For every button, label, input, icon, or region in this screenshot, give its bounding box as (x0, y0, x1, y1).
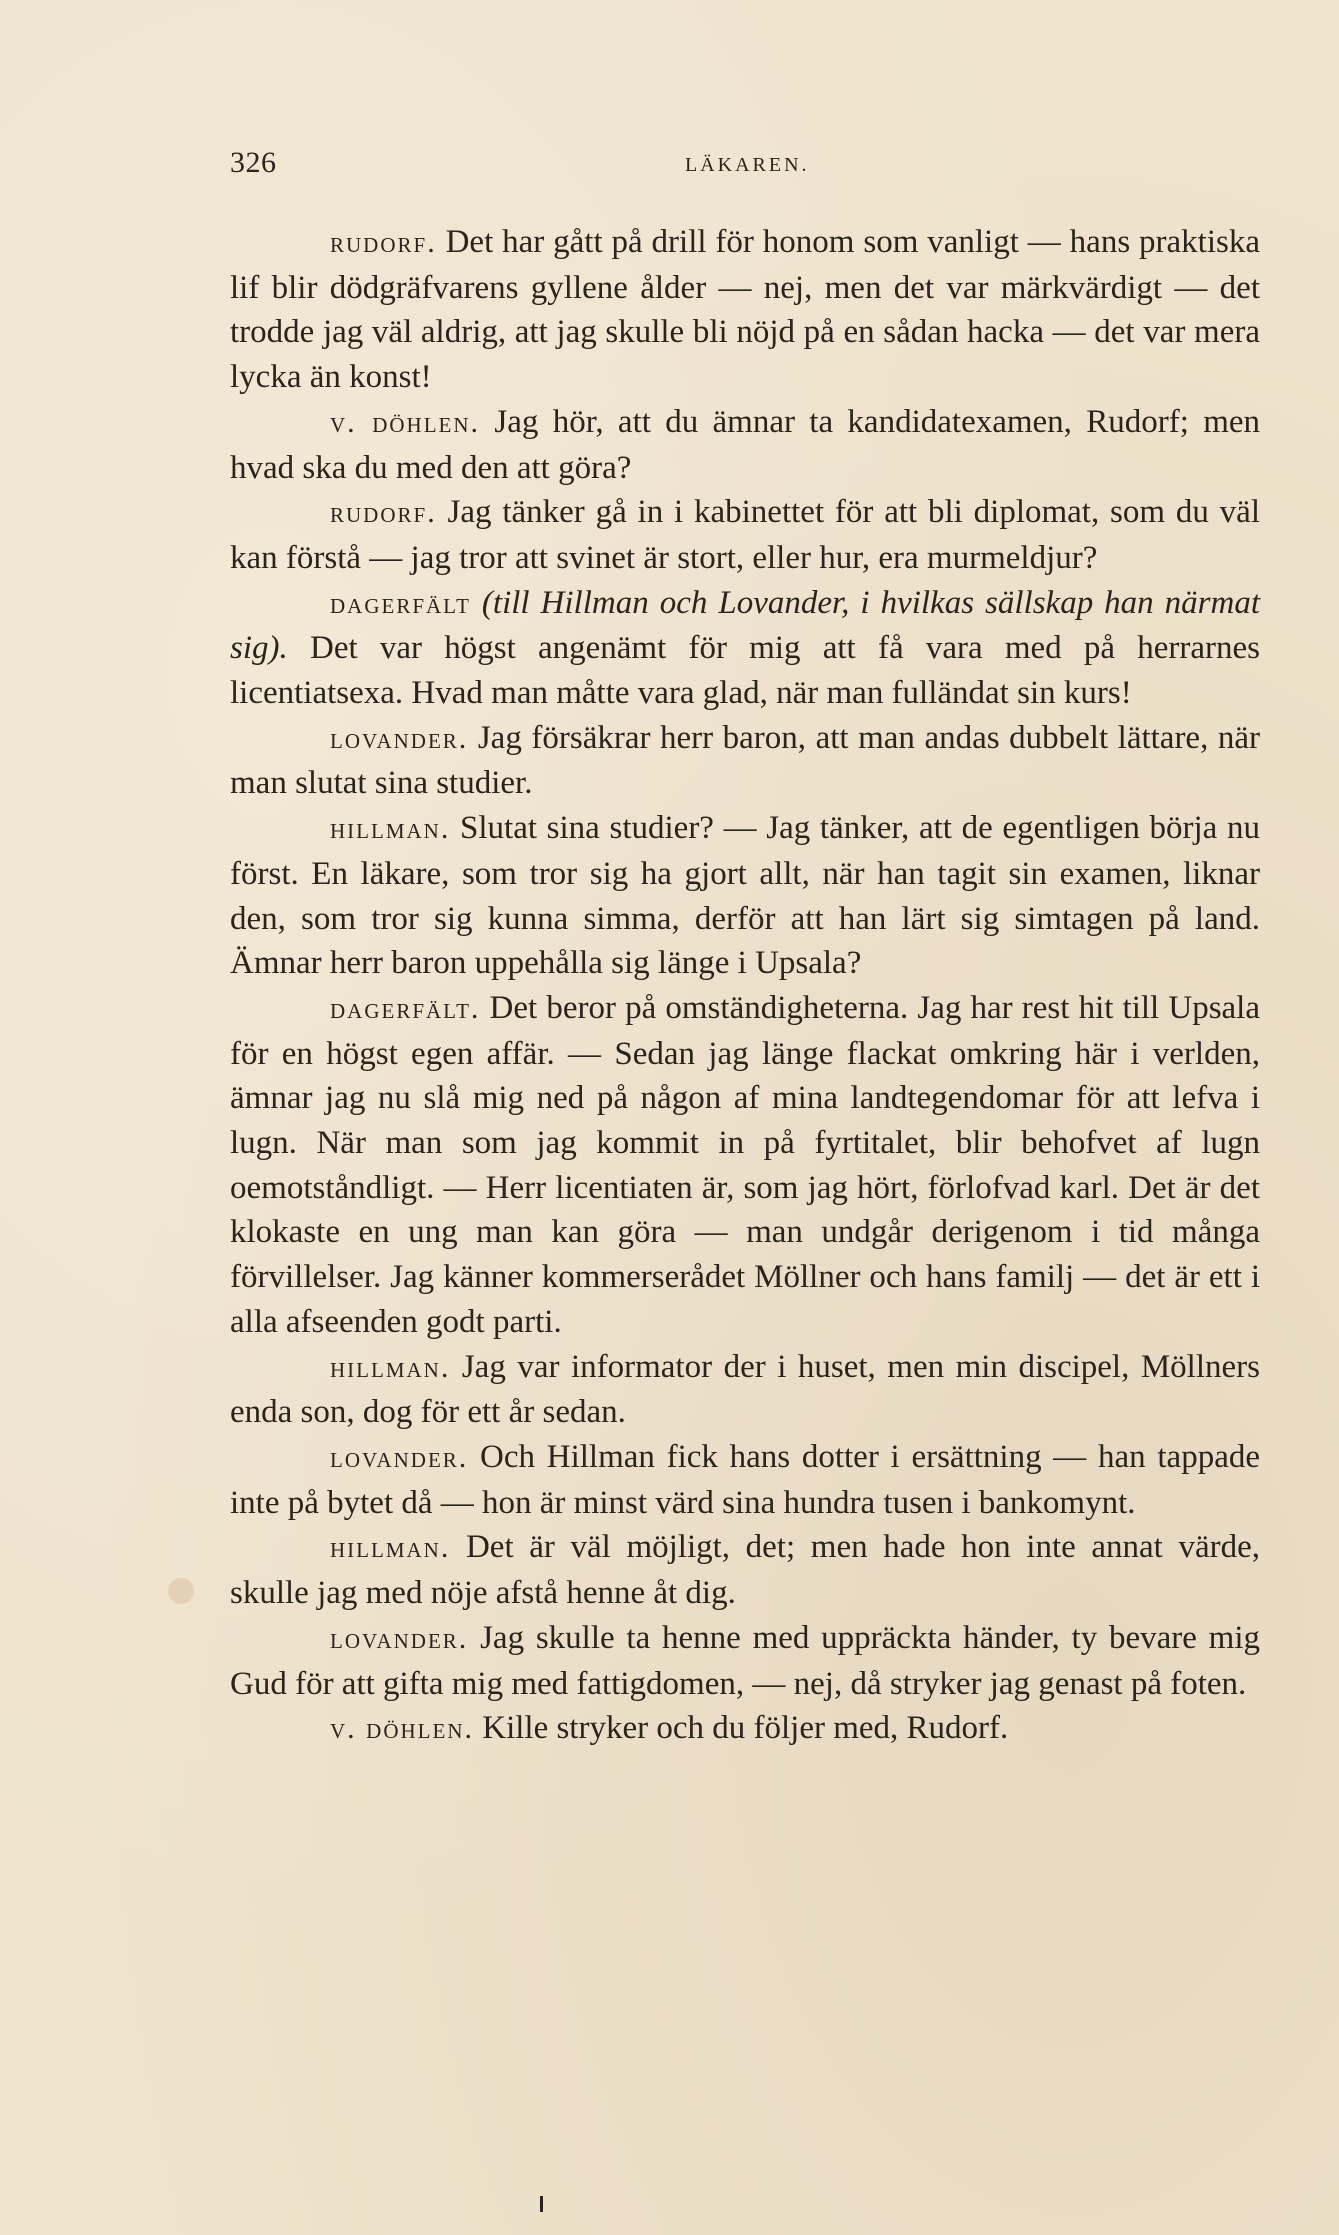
speech-text: Jag skulle ta henne med uppräckta händer, ty bevare mig Gud för att gifta mig med fattigdomen, — nej, då stryker jag genast på foten. (230, 1619, 1260, 1702)
speech-text: Det beror på omständigheterna. Jag har rest hit till Upsala för en högst egen affär. — Sedan jag länge flackat omkring här i verlden, ämnar jag nu slå mig ned på någon af mina landtegendomar för att lefva i lugn. När man som jag kommit in på fyrtitalet, blir behofvet af lugn oemotståndligt. — Herr licentiaten är, som jag hört, förlofvad karl. Det är det klokaste en ung man kan göra — man undgår derigenom i tid många förvillelser. Jag känner kommerserådet Möllner och hans familj — det är ett i alla afseenden godt parti. (230, 989, 1260, 1340)
dialogue-paragraph (230, 1525, 1260, 1615)
speaker-name: hillman. (330, 1531, 451, 1565)
speaker-name: rudorf. (330, 496, 437, 530)
dialogue-paragraph (230, 1345, 1260, 1435)
stage-direction: (till Hillman och Lovander, i hvilkas sällskap han närmat sig). (230, 584, 1261, 667)
speaker-name: lovander. (330, 721, 469, 755)
page-header (230, 146, 1260, 186)
speaker-name: lovander. (330, 1440, 469, 1474)
paper-stain (168, 1578, 194, 1604)
dialogue-paragraph (230, 986, 1260, 1345)
speaker-name: v. döhlen. (330, 1712, 474, 1746)
printer-mark (540, 2196, 543, 2212)
dialogue-paragraph (230, 1706, 1260, 1752)
speaker-name: v. döhlen. (330, 405, 481, 439)
speech-text: Jag var informator der i huset, men min discipel, Möllners enda son, dog för ett år sedan. (230, 1348, 1260, 1431)
speaker-name: lovander. (330, 1621, 469, 1655)
speaker-name: dagerfält (330, 586, 471, 620)
speaker-name: dagerfält. (330, 991, 481, 1025)
speech-text: Det var högst angenämt för mig att få vara med på herrarnes licentiatsexa. Hvad man måtte vara glad, när man fulländat sin kurs! (230, 630, 1260, 712)
dialogue-paragraph (230, 806, 1260, 986)
speaker-name: hillman. (330, 1350, 451, 1384)
dialogue-paragraph (230, 400, 1260, 490)
speech-text: Det har gått på drill för honom som vanligt — hans praktiska lif blir dödgräfvarens gyllene ålder — nej, men det var märkvärdigt — det trodde jag väl aldrig, att jag skulle bli nöjd på en sådan hacka — det var mera lycka än konst! (230, 224, 1261, 396)
dialogue-paragraph (230, 716, 1260, 806)
running-title: LÄKAREN. (685, 154, 810, 176)
speaker-name: hillman. (330, 812, 451, 846)
dialogue-paragraph (230, 490, 1260, 580)
speaker-name: rudorf. (330, 226, 437, 259)
dialogue-paragraph (230, 1616, 1260, 1706)
dialogue-paragraph (230, 581, 1260, 716)
speech-text: Det är väl möjligt, det; men hade hon inte annat värde, skulle jag med nöje afstå henne åt dig. (230, 1529, 1261, 1612)
dialogue-paragraph (230, 1435, 1260, 1525)
speech-text: Jag hör, att du ämnar ta kandidatexamen, Rudorf; men hvad ska du med den att göra? (230, 403, 1261, 486)
dialogue-text (230, 220, 1260, 1752)
page-number: 326 (230, 146, 277, 179)
speech-text: Slutat sina studier? — Jag tänker, att de egentligen börja nu först. En läkare, som tror sig ha gjort allt, när han tagit sin examen, liknar den, som tror sig kunna simma, derför att han lärt sig simtagen på land. Ämnar herr baron uppehålla sig länge i Upsala? (230, 810, 1260, 982)
speech-text: Jag försäkrar herr baron, att man andas dubbelt lättare, när man slutat sina studier. (230, 719, 1261, 802)
dialogue-paragraph (230, 220, 1260, 400)
speech-text: Jag tänker gå in i kabinettet för att bli diplomat, som du väl kan förstå — jag tror att svinet är stort, eller hur, era murmeldjur? (230, 494, 1260, 576)
speech-text: Kille stryker och du följer med, Rudorf. (482, 1710, 1009, 1747)
speech-text: Och Hillman fick hans dotter i ersättning — han tappade inte på bytet då — hon är minst värd sina hundra tusen i bankomynt. (230, 1438, 1260, 1521)
